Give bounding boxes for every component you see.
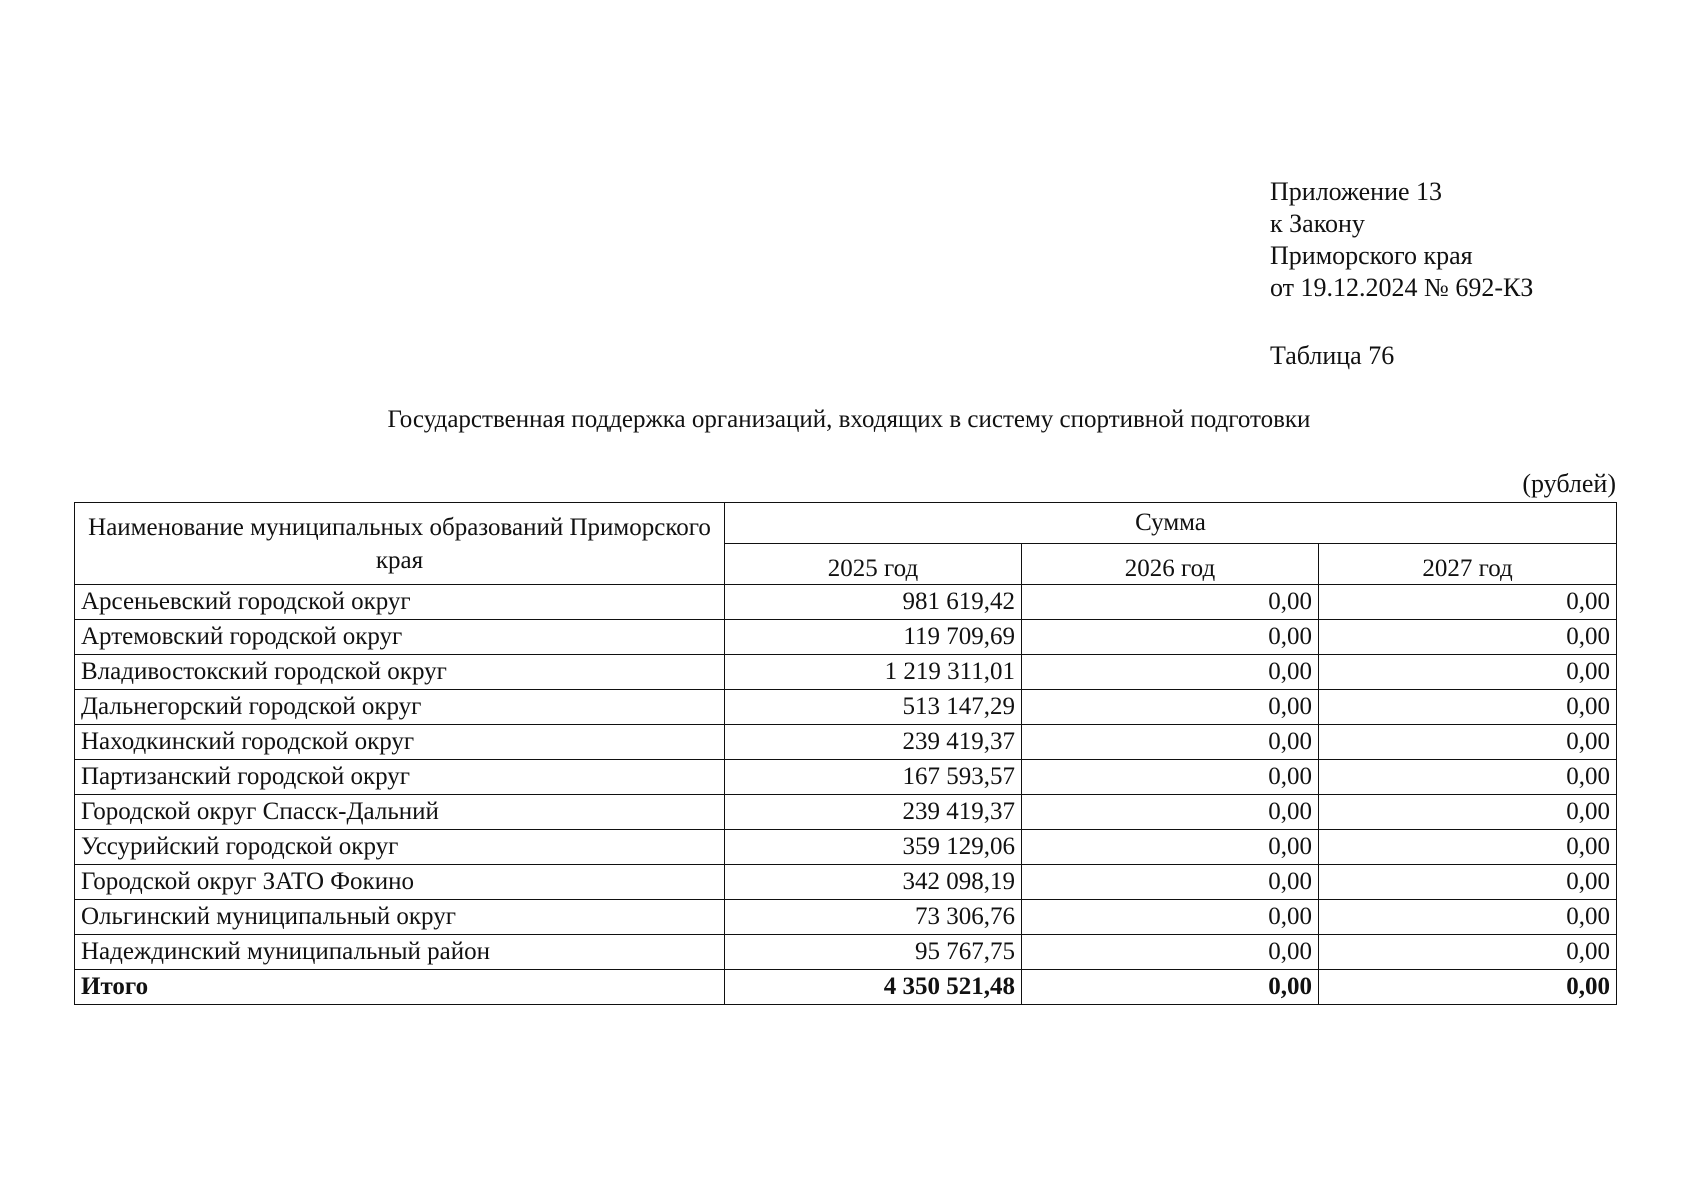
table-row (75, 795, 1617, 830)
municipality-name: Дальнегорский городской округ (75, 690, 725, 725)
amount-2027: 0,00 (1319, 795, 1617, 830)
table-row (75, 620, 1617, 655)
table-body (75, 585, 1617, 1005)
amount-2027: 0,00 (1319, 760, 1617, 795)
appendix-block (1270, 176, 1533, 304)
amount-2025: 167 593,57 (725, 760, 1022, 795)
amount-2025: 513 147,29 (725, 690, 1022, 725)
column-header-2027: 2027 год (1319, 544, 1617, 585)
appendix-line: Приложение 13 (1270, 177, 1443, 206)
amount-2027: 0,00 (1319, 935, 1617, 970)
municipality-name: Городской округ ЗАТО Фокино (75, 865, 725, 900)
municipality-name: Надеждинский муниципальный район (75, 935, 725, 970)
amount-2025: 342 098,19 (725, 865, 1022, 900)
municipality-name: Артемовский городской округ (75, 620, 725, 655)
table-row (75, 655, 1617, 690)
total-row (75, 970, 1617, 1005)
amount-2026: 0,00 (1022, 935, 1319, 970)
amount-2026: 0,00 (1022, 655, 1319, 690)
municipality-name: Партизанский городской округ (75, 760, 725, 795)
municipality-name: Городской округ Спасск-Дальний (75, 795, 725, 830)
amount-2027: 0,00 (1319, 900, 1617, 935)
amount-2026: 0,00 (1022, 690, 1319, 725)
total-2025: 4 350 521,48 (725, 970, 1022, 1005)
appendix-line: к Закону (1270, 209, 1365, 238)
amount-2025: 359 129,06 (725, 830, 1022, 865)
table-row (75, 760, 1617, 795)
table-row (75, 935, 1617, 970)
total-2027: 0,00 (1319, 970, 1617, 1005)
table-header-row (75, 503, 1617, 544)
amount-2027: 0,00 (1319, 725, 1617, 760)
amount-2026: 0,00 (1022, 725, 1319, 760)
amount-2026: 0,00 (1022, 795, 1319, 830)
amount-2027: 0,00 (1319, 865, 1617, 900)
support-table (74, 502, 1617, 1005)
column-header-name: Наименование муниципальных образований Приморского края (75, 503, 725, 585)
table-row (75, 690, 1617, 725)
document-title: Государственная поддержка организаций, входящих в систему спортивной подготовки (387, 406, 1311, 433)
amount-2026: 0,00 (1022, 585, 1319, 620)
amount-2025: 981 619,42 (725, 585, 1022, 620)
table-number: Таблица 76 (1270, 341, 1395, 370)
amount-2025: 1 219 311,01 (725, 655, 1022, 690)
municipality-name: Ольгинский муниципальный округ (75, 900, 725, 935)
amount-2027: 0,00 (1319, 690, 1617, 725)
column-header-2026: 2026 год (1022, 544, 1319, 585)
amount-2026: 0,00 (1022, 760, 1319, 795)
amount-2027: 0,00 (1319, 655, 1617, 690)
amount-2026: 0,00 (1022, 830, 1319, 865)
units-label: (рублей) (1522, 469, 1616, 498)
amount-2026: 0,00 (1022, 900, 1319, 935)
amount-2025: 119 709,69 (725, 620, 1022, 655)
table-row (75, 865, 1617, 900)
appendix-line: от 19.12.2024 № 692-КЗ (1270, 273, 1534, 302)
column-header-2025: 2025 год (725, 544, 1022, 585)
amount-2025: 73 306,76 (725, 900, 1022, 935)
amount-2027: 0,00 (1319, 830, 1617, 865)
table-row (75, 725, 1617, 760)
municipality-name: Арсеньевский городской округ (75, 585, 725, 620)
municipality-name: Владивостокский городской округ (75, 655, 725, 690)
amount-2027: 0,00 (1319, 585, 1617, 620)
amount-2025: 95 767,75 (725, 935, 1022, 970)
municipality-name: Находкинский городской округ (75, 725, 725, 760)
table-row (75, 900, 1617, 935)
total-2026: 0,00 (1022, 970, 1319, 1005)
municipality-name: Уссурийский городской округ (75, 830, 725, 865)
amount-2026: 0,00 (1022, 620, 1319, 655)
amount-2027: 0,00 (1319, 620, 1617, 655)
appendix-line: Приморского края (1270, 241, 1473, 270)
amount-2026: 0,00 (1022, 865, 1319, 900)
amount-2025: 239 419,37 (725, 725, 1022, 760)
total-label: Итого (75, 970, 725, 1005)
table-row (75, 830, 1617, 865)
table-row (75, 585, 1617, 620)
amount-2025: 239 419,37 (725, 795, 1022, 830)
column-header-sum: Сумма (725, 503, 1617, 544)
